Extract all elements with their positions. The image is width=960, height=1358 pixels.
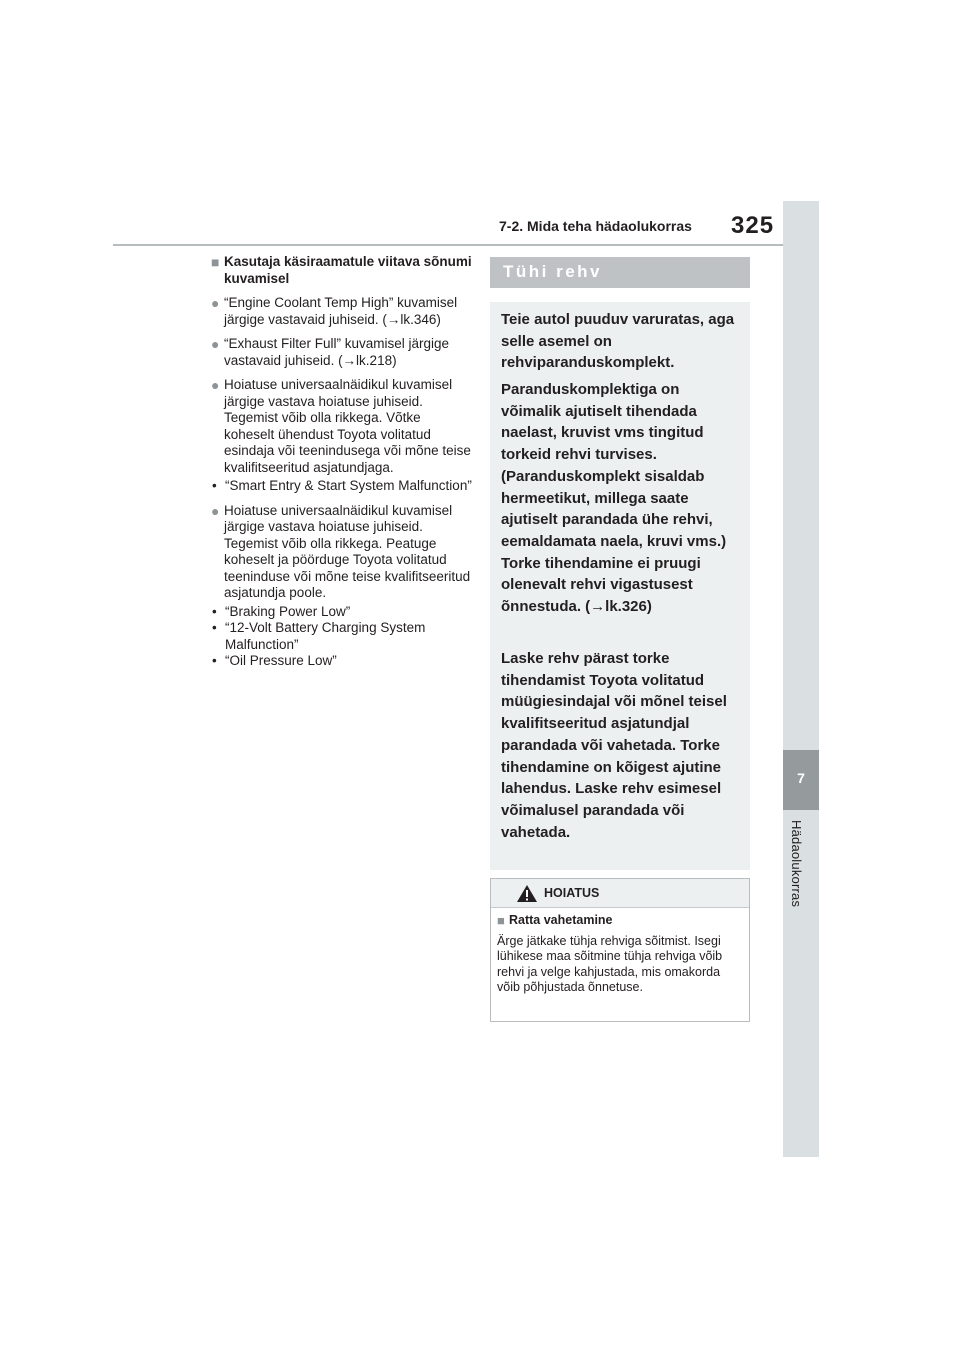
warning-message-list — [211, 478, 473, 495]
warning-message-list — [211, 604, 473, 670]
warning-box — [490, 878, 750, 1022]
warning-subheading-text: Ratta vahetamine — [509, 913, 613, 927]
box-paragraph: Paranduskomplektiga on võimalik ajutiselt tihendada naelast, kruvist vms tingitud torkeid rehvi turvises. (Paranduskomplekt sisaldab hermeetikut, millega saate ajutiselt parandada ühe rehvi, eemaldamata naela, kruvi vms.) Torke tihendamine ei pruugi olenevalt rehvi vigastusest õnnestuda. (→lk.326) — [501, 381, 727, 616]
section-title: 7-2. Mida teha hädaolukorras — [499, 218, 692, 234]
sub-list-item: • “Smart Entry & Start System Malfunction” — [212, 478, 472, 493]
square-bullet-icon: ■ — [211, 254, 220, 270]
list-item-text: “Exhaust Filter Full” kuvamisel järgige vastavaid juhiseid. (→lk.218) — [224, 336, 450, 368]
sub-list-item: • “Oil Pressure Low” — [212, 653, 337, 668]
section-heading-text: Kasutaja käsiraamatule viitava sõnumi kuvamisel — [224, 254, 472, 286]
circle-bullet-icon: ● — [211, 377, 220, 393]
sub-list-item-text: “12-Volt Battery Charging System Malfunction” — [225, 620, 426, 652]
flat-tire-box-header — [490, 257, 750, 288]
warning-text: Ärge jätkake tühja rehviga sõitmist. Isegi lühikese maa sõitmine tühja rehviga võib rehvi ja velge kahjustada, mis omakorda võib põhjustada õnnetuse. — [497, 934, 723, 994]
list-item-text: Hoiatuse universaalnäidikul kuvamisel järgige vastava hoiatuse juhiseid. Tegemist võib olla rikkega. Peatuge koheselt ja pöörduge Toyota volitatud teeninduse või mõne teise kvalifitseeritud asjatundja poole. — [224, 502, 471, 600]
square-bullet-icon: ■ — [497, 913, 505, 928]
box-paragraph: Laske rehv pärast torke tihendamist Toyota volitatud müügiesindajal või mõnel teisel kvalifitseeritud asjatundjal parandada või vahetada. Torke tihendamine on kõigest ajutine lahendus. Laske rehv esimesel võimalusel parandada või vahetada. — [501, 650, 727, 841]
page-number: 325 — [731, 212, 775, 239]
header-rule — [113, 244, 783, 246]
list-item — [211, 295, 473, 328]
list-item — [211, 377, 473, 476]
chapter-sidebar — [783, 201, 819, 1157]
warning-box-header — [491, 879, 749, 908]
box-paragraph: Teie autol puuduv varuratas, aga selle asemel on rehviparanduskomplekt. — [501, 311, 735, 372]
sub-list-item: • “Braking Power Low” — [212, 603, 351, 619]
warning-title: HOIATUS — [544, 886, 600, 900]
left-column — [211, 254, 473, 678]
flat-tire-box-title: Tühi rehv — [503, 262, 603, 281]
list-item — [211, 503, 473, 602]
sub-list-item-text: “Smart Entry & Start System Malfunction” — [225, 478, 472, 493]
circle-bullet-icon: ● — [211, 502, 220, 519]
warning-subheading — [497, 913, 613, 929]
sub-list-item-text: “Braking Power Low” — [225, 603, 351, 619]
section-heading — [211, 254, 473, 287]
list-item-text: Hoiatuse universaalnäidikul kuvamisel järgige vastava hoiatuse juhiseid. Tegemist võib olla rikkega. Võtke koheselt ühendust Toyota volitatud esindaja või teenindusega või mõne teise kvalifitseeritud asjatundjaga. — [224, 377, 471, 475]
circle-bullet-icon: ● — [211, 336, 220, 352]
warning-triangle-icon — [516, 884, 538, 903]
list-item — [211, 336, 473, 369]
chapter-number: 7 — [797, 770, 805, 786]
chapter-name: Hädaolukorras — [789, 820, 804, 908]
list-item-text: “Engine Coolant Temp High” kuvamisel järgige vastavaid juhiseid. (→lk.346) — [224, 295, 458, 327]
sub-list-item: • “12-Volt Battery Charging System Malfunction” — [211, 620, 473, 653]
sub-list-item-text: “Oil Pressure Low” — [225, 653, 337, 668]
circle-bullet-icon: ● — [211, 295, 220, 311]
